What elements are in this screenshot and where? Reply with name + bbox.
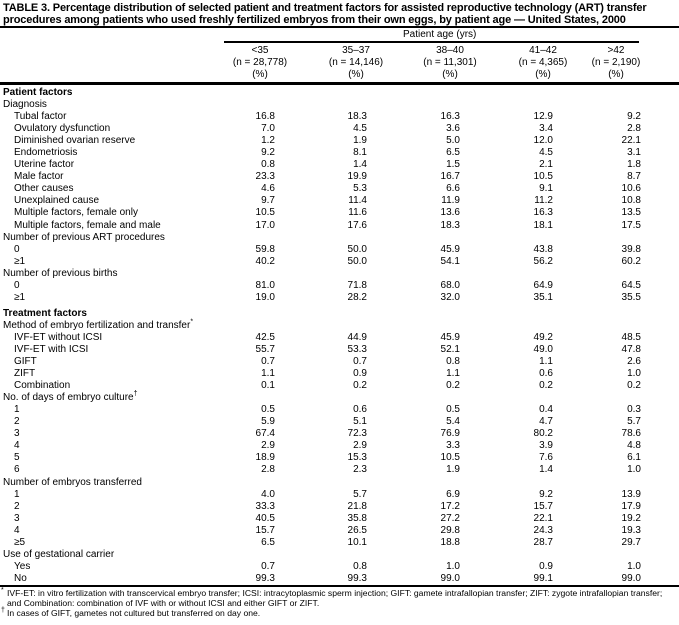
value-cell: 6.5 bbox=[446, 147, 460, 159]
value-cell: 11.6 bbox=[348, 207, 367, 219]
value-cell: 28.2 bbox=[347, 291, 367, 303]
value-cell: 76.9 bbox=[440, 428, 460, 440]
value-cell: 71.8 bbox=[347, 279, 367, 291]
value-cell: 42.5 bbox=[255, 331, 275, 343]
row-label: No bbox=[14, 572, 27, 584]
value-cell: 7.0 bbox=[261, 123, 275, 135]
value-cell: 11.2 bbox=[534, 195, 553, 207]
age-range-label: <35 bbox=[251, 45, 269, 56]
value-cell: 10.5 bbox=[533, 171, 553, 183]
table-row bbox=[0, 268, 679, 280]
value-cell: 10.5 bbox=[440, 452, 460, 464]
value-cell: 3.4 bbox=[539, 123, 553, 135]
rule-under-headers bbox=[0, 82, 679, 85]
value-cell: 1.1 bbox=[261, 368, 275, 380]
row-label: Endometriosis bbox=[14, 147, 78, 159]
value-cell: 35.8 bbox=[347, 512, 367, 524]
value-cell: 4.6 bbox=[261, 183, 275, 195]
value-cell: 0.8 bbox=[446, 356, 460, 368]
value-cell: 6.5 bbox=[261, 536, 275, 548]
value-cell: 68.0 bbox=[440, 279, 460, 291]
age-range-label: 41–42 bbox=[529, 45, 557, 56]
sample-size-label: (n = 4,365) bbox=[518, 57, 568, 68]
age-range-label: 38–40 bbox=[436, 45, 464, 56]
row-label: 0 bbox=[14, 279, 20, 291]
value-cell: 45.9 bbox=[440, 331, 460, 343]
value-cell: 18.9 bbox=[255, 452, 275, 464]
row-label: 5 bbox=[14, 452, 20, 464]
row-label: 1 bbox=[14, 404, 20, 416]
table-row bbox=[0, 195, 679, 207]
value-cell: 44.9 bbox=[347, 331, 367, 343]
value-cell: 0.9 bbox=[353, 368, 367, 380]
value-cell: 80.2 bbox=[533, 428, 553, 440]
row-label: 3 bbox=[14, 428, 20, 440]
table-body bbox=[0, 87, 679, 585]
table-title bbox=[3, 2, 679, 26]
value-cell: 2.9 bbox=[353, 440, 367, 452]
row-label: Uterine factor bbox=[14, 159, 75, 171]
value-cell: 26.5 bbox=[347, 524, 367, 536]
footnote-marker-ref: † bbox=[133, 390, 138, 398]
table-row bbox=[0, 183, 679, 195]
value-cell: 11.4 bbox=[348, 195, 367, 207]
value-cell: 4.5 bbox=[353, 123, 367, 135]
row-label: Other causes bbox=[14, 183, 74, 195]
row-label: Ovulatory dysfunction bbox=[14, 123, 111, 135]
row-label: 4 bbox=[14, 440, 20, 452]
row-label: Tubal factor bbox=[14, 111, 67, 123]
sample-size-label: (n = 14,146) bbox=[328, 57, 384, 68]
row-label: ZIFT bbox=[14, 368, 36, 380]
value-cell: 15.3 bbox=[347, 452, 367, 464]
value-cell: 6.1 bbox=[627, 452, 641, 464]
value-cell: 50.0 bbox=[347, 243, 367, 255]
value-cell: 81.0 bbox=[255, 279, 275, 291]
value-cell: 5.0 bbox=[446, 135, 460, 147]
table-row bbox=[0, 549, 679, 561]
row-label: Number of embryos transferred bbox=[3, 476, 142, 488]
table-row bbox=[0, 489, 679, 501]
value-cell: 47.8 bbox=[621, 343, 641, 355]
value-cell: 8.1 bbox=[353, 147, 367, 159]
value-cell: 1.4 bbox=[353, 159, 367, 171]
row-label: 0 bbox=[14, 243, 20, 255]
value-cell: 39.8 bbox=[621, 243, 641, 255]
rule-under-column-group bbox=[224, 41, 639, 43]
value-cell: 99.3 bbox=[255, 572, 275, 584]
value-cell: 9.7 bbox=[261, 195, 275, 207]
table-row bbox=[0, 111, 679, 123]
value-cell: 2.6 bbox=[627, 356, 641, 368]
value-cell: 5.4 bbox=[446, 416, 460, 428]
table-row bbox=[0, 332, 679, 344]
footnote-text: In cases of GIFT, gametes not cultured but transferred on day one. bbox=[7, 608, 261, 618]
row-label: Multiple factors, female and male bbox=[14, 219, 161, 231]
value-cell: 1.0 bbox=[627, 368, 641, 380]
row-label: No. of days of embryo culture† bbox=[3, 390, 138, 404]
value-cell: 12.9 bbox=[533, 111, 553, 123]
row-label: Diminished ovarian reserve bbox=[14, 135, 136, 147]
table-title-line2: procedures among patients who used freshly fertilized embryos from their own eggs, by patient age — United States, 2000 bbox=[3, 14, 626, 26]
value-cell: 1.1 bbox=[539, 356, 553, 368]
row-label: ≥1 bbox=[14, 291, 26, 303]
value-cell: 16.7 bbox=[440, 171, 460, 183]
value-cell: 13.5 bbox=[621, 207, 641, 219]
value-cell: 9.1 bbox=[539, 183, 553, 195]
value-cell: 0.7 bbox=[261, 560, 275, 572]
table-row bbox=[0, 416, 679, 428]
table-row bbox=[0, 99, 679, 111]
value-cell: 1.2 bbox=[261, 135, 275, 147]
value-cell: 9.2 bbox=[261, 147, 275, 159]
column-header-4 bbox=[556, 45, 676, 81]
value-cell: 3.6 bbox=[446, 123, 460, 135]
value-cell: 11.9 bbox=[441, 195, 460, 207]
value-cell: 78.6 bbox=[621, 428, 641, 440]
value-cell: 1.0 bbox=[446, 560, 460, 572]
row-label: Combination bbox=[14, 380, 71, 392]
value-cell: 0.5 bbox=[261, 404, 275, 416]
value-cell: 0.6 bbox=[353, 404, 367, 416]
row-label: 2 bbox=[14, 416, 20, 428]
footnote-text: IVF-ET: in vitro fertilization with transcervical embryo transfer; ICSI: intracytoplasmic sperm injection; GIFT: gamete intrafallopian transfer; ZIFT: zygote intrafallopian transfer; and Combination: combination of IVF with or without ICSI and either GIFT or ZIFT. bbox=[7, 588, 663, 608]
row-label: IVF-ET with ICSI bbox=[14, 343, 89, 355]
value-cell: 50.0 bbox=[347, 255, 367, 267]
row-label: 1 bbox=[14, 488, 20, 500]
table-row bbox=[0, 452, 679, 464]
value-cell: 56.2 bbox=[533, 255, 553, 267]
value-cell: 0.2 bbox=[539, 380, 553, 392]
value-cell: 10.5 bbox=[255, 207, 275, 219]
row-label: Male factor bbox=[14, 171, 64, 183]
value-cell: 1.0 bbox=[627, 464, 641, 476]
value-cell: 17.0 bbox=[255, 219, 275, 231]
rule-table-bottom bbox=[0, 585, 679, 587]
value-cell: 1.8 bbox=[627, 159, 641, 171]
table-row bbox=[0, 147, 679, 159]
value-cell: 2.9 bbox=[261, 440, 275, 452]
value-cell: 1.5 bbox=[446, 159, 460, 171]
value-cell: 4.0 bbox=[261, 488, 275, 500]
sample-size-label: (n = 11,301) bbox=[423, 57, 477, 68]
value-cell: 45.9 bbox=[440, 243, 460, 255]
table-row bbox=[0, 537, 679, 549]
value-cell: 0.8 bbox=[353, 560, 367, 572]
value-cell: 8.7 bbox=[627, 171, 641, 183]
value-cell: 17.2 bbox=[440, 500, 460, 512]
row-label: Use of gestational carrier bbox=[3, 548, 115, 560]
value-cell: 40.2 bbox=[255, 255, 275, 267]
value-cell: 43.8 bbox=[533, 243, 553, 255]
value-cell: 64.9 bbox=[533, 279, 553, 291]
value-cell: 5.1 bbox=[353, 416, 367, 428]
value-cell: 60.2 bbox=[621, 255, 641, 267]
table-row bbox=[0, 159, 679, 171]
value-cell: 72.3 bbox=[347, 428, 367, 440]
value-cell: 33.3 bbox=[255, 500, 275, 512]
percent-label: (%) bbox=[442, 69, 458, 80]
row-label: Yes bbox=[14, 560, 31, 572]
row-label: 4 bbox=[14, 524, 20, 536]
table-row bbox=[0, 308, 679, 320]
value-cell: 0.2 bbox=[627, 380, 641, 392]
table-row bbox=[0, 380, 679, 392]
value-cell: 16.8 bbox=[255, 111, 275, 123]
value-cell: 99.0 bbox=[440, 572, 460, 584]
table-row bbox=[0, 477, 679, 489]
value-cell: 55.7 bbox=[255, 343, 275, 355]
value-cell: 1.9 bbox=[353, 135, 367, 147]
value-cell: 27.2 bbox=[440, 512, 460, 524]
value-cell: 2.3 bbox=[353, 464, 367, 476]
value-cell: 59.8 bbox=[255, 243, 275, 255]
value-cell: 64.5 bbox=[621, 279, 641, 291]
value-cell: 17.5 bbox=[621, 219, 641, 231]
row-label: ≥1 bbox=[14, 255, 26, 267]
value-cell: 1.4 bbox=[539, 464, 553, 476]
row-label: 6 bbox=[14, 464, 20, 476]
table-row bbox=[0, 513, 679, 525]
value-cell: 13.6 bbox=[440, 207, 460, 219]
footnote bbox=[0, 608, 676, 618]
value-cell: 9.2 bbox=[627, 111, 641, 123]
value-cell: 40.5 bbox=[255, 512, 275, 524]
value-cell: 0.7 bbox=[353, 356, 367, 368]
value-cell: 23.3 bbox=[255, 171, 275, 183]
age-range-label: >42 bbox=[607, 45, 625, 56]
value-cell: 15.7 bbox=[533, 500, 553, 512]
value-cell: 12.0 bbox=[533, 135, 553, 147]
table-row bbox=[0, 440, 679, 452]
value-cell: 18.1 bbox=[533, 219, 553, 231]
table-row bbox=[0, 220, 679, 232]
value-cell: 5.7 bbox=[627, 416, 641, 428]
value-cell: 99.1 bbox=[533, 572, 553, 584]
row-label: Number of previous births bbox=[3, 267, 118, 279]
row-label: 2 bbox=[14, 500, 20, 512]
value-cell: 35.1 bbox=[533, 291, 553, 303]
row-label: ≥5 bbox=[14, 536, 26, 548]
table-row bbox=[0, 123, 679, 135]
value-cell: 2.8 bbox=[627, 123, 641, 135]
percent-label: (%) bbox=[535, 69, 551, 80]
value-cell: 16.3 bbox=[533, 207, 553, 219]
column-headers bbox=[0, 45, 679, 82]
value-cell: 49.0 bbox=[533, 343, 553, 355]
value-cell: 1.0 bbox=[627, 560, 641, 572]
table-row bbox=[0, 501, 679, 513]
value-cell: 19.9 bbox=[347, 171, 367, 183]
row-label: IVF-ET without ICSI bbox=[14, 331, 103, 343]
value-cell: 22.1 bbox=[533, 512, 553, 524]
table-row bbox=[0, 135, 679, 147]
table-row bbox=[0, 573, 679, 585]
value-cell: 0.6 bbox=[539, 368, 553, 380]
table-row bbox=[0, 87, 679, 99]
value-cell: 0.7 bbox=[261, 356, 275, 368]
row-label: Method of embryo fertilization and transfer* bbox=[3, 318, 194, 331]
value-cell: 2.1 bbox=[539, 159, 553, 171]
table-row bbox=[0, 292, 679, 304]
row-label: Unexplained cause bbox=[14, 195, 100, 207]
column-group-header: Patient age (yrs) bbox=[403, 29, 477, 40]
value-cell: 2.8 bbox=[261, 464, 275, 476]
value-cell: 16.3 bbox=[440, 111, 460, 123]
value-cell: 0.3 bbox=[627, 404, 641, 416]
table-row bbox=[0, 392, 679, 404]
value-cell: 10.1 bbox=[347, 536, 367, 548]
value-cell: 67.4 bbox=[255, 428, 275, 440]
value-cell: 32.0 bbox=[440, 291, 460, 303]
value-cell: 13.9 bbox=[621, 488, 641, 500]
footnotes bbox=[0, 588, 676, 618]
value-cell: 7.6 bbox=[539, 452, 553, 464]
table-row bbox=[0, 356, 679, 368]
value-cell: 3.3 bbox=[446, 440, 460, 452]
row-label: GIFT bbox=[14, 356, 37, 368]
table-row bbox=[0, 428, 679, 440]
value-cell: 1.1 bbox=[446, 368, 460, 380]
table-row bbox=[0, 368, 679, 380]
value-cell: 18.3 bbox=[347, 111, 367, 123]
value-cell: 10.8 bbox=[621, 195, 641, 207]
value-cell: 19.0 bbox=[255, 291, 275, 303]
table-title-line1: TABLE 3. Percentage distribution of selected patient and treatment factors for assisted reproductive technology (ART) transfer bbox=[3, 2, 647, 14]
table-row bbox=[0, 256, 679, 268]
value-cell: 4.5 bbox=[539, 147, 553, 159]
value-cell: 3.9 bbox=[539, 440, 553, 452]
footnote-marker: † bbox=[1, 607, 5, 614]
row-label: Treatment factors bbox=[3, 307, 87, 319]
value-cell: 19.2 bbox=[621, 512, 641, 524]
value-cell: 21.8 bbox=[347, 500, 367, 512]
footnote bbox=[0, 588, 676, 608]
value-cell: 10.6 bbox=[621, 183, 641, 195]
value-cell: 53.3 bbox=[347, 343, 367, 355]
value-cell: 22.1 bbox=[621, 135, 641, 147]
table-row bbox=[0, 232, 679, 244]
value-cell: 9.2 bbox=[539, 488, 553, 500]
value-cell: 0.1 bbox=[261, 380, 275, 392]
value-cell: 1.9 bbox=[446, 464, 460, 476]
value-cell: 29.8 bbox=[440, 524, 460, 536]
value-cell: 52.1 bbox=[440, 343, 460, 355]
value-cell: 0.8 bbox=[261, 159, 275, 171]
footnote-marker: * bbox=[1, 587, 4, 594]
value-cell: 5.9 bbox=[261, 416, 275, 428]
value-cell: 19.3 bbox=[621, 524, 641, 536]
row-label: Diagnosis bbox=[3, 99, 47, 111]
value-cell: 0.2 bbox=[446, 380, 460, 392]
value-cell: 17.9 bbox=[621, 500, 641, 512]
value-cell: 5.7 bbox=[353, 488, 367, 500]
table-row bbox=[0, 525, 679, 537]
value-cell: 48.5 bbox=[621, 331, 641, 343]
row-label: 3 bbox=[14, 512, 20, 524]
value-cell: 49.2 bbox=[533, 331, 553, 343]
table-row bbox=[0, 344, 679, 356]
table-row bbox=[0, 171, 679, 183]
sample-size-label: (n = 2,190) bbox=[591, 57, 641, 68]
value-cell: 4.7 bbox=[539, 416, 553, 428]
value-cell: 99.3 bbox=[347, 572, 367, 584]
value-cell: 28.7 bbox=[533, 536, 553, 548]
footnote-marker-ref: * bbox=[190, 318, 194, 326]
percent-label: (%) bbox=[608, 69, 624, 80]
row-label: Multiple factors, female only bbox=[14, 207, 138, 219]
value-cell: 29.7 bbox=[621, 536, 641, 548]
table-row bbox=[0, 244, 679, 256]
value-cell: 6.6 bbox=[446, 183, 460, 195]
rule-under-title bbox=[0, 26, 679, 28]
table-row bbox=[0, 207, 679, 219]
value-cell: 17.6 bbox=[347, 219, 367, 231]
value-cell: 6.9 bbox=[446, 488, 460, 500]
value-cell: 18.8 bbox=[440, 536, 460, 548]
table-row bbox=[0, 561, 679, 573]
age-range-label: 35–37 bbox=[342, 45, 370, 56]
value-cell: 3.1 bbox=[627, 147, 641, 159]
value-cell: 15.7 bbox=[255, 524, 275, 536]
value-cell: 0.4 bbox=[539, 404, 553, 416]
table-row bbox=[0, 404, 679, 416]
sample-size-label: (n = 28,778) bbox=[232, 57, 288, 68]
value-cell: 0.9 bbox=[539, 560, 553, 572]
row-label: Patient factors bbox=[3, 87, 73, 98]
percent-label: (%) bbox=[252, 69, 268, 80]
value-cell: 0.5 bbox=[446, 404, 460, 416]
table-row bbox=[0, 280, 679, 292]
value-cell: 4.8 bbox=[627, 440, 641, 452]
value-cell: 0.2 bbox=[353, 380, 367, 392]
value-cell: 99.0 bbox=[621, 572, 641, 584]
percent-label: (%) bbox=[348, 69, 364, 80]
value-cell: 54.1 bbox=[440, 255, 460, 267]
value-cell: 35.5 bbox=[621, 291, 641, 303]
table-row bbox=[0, 320, 679, 332]
value-cell: 24.3 bbox=[533, 524, 553, 536]
table-row bbox=[0, 464, 679, 476]
value-cell: 18.3 bbox=[440, 219, 460, 231]
row-label: Number of previous ART procedures bbox=[3, 231, 165, 243]
value-cell: 5.3 bbox=[353, 183, 367, 195]
